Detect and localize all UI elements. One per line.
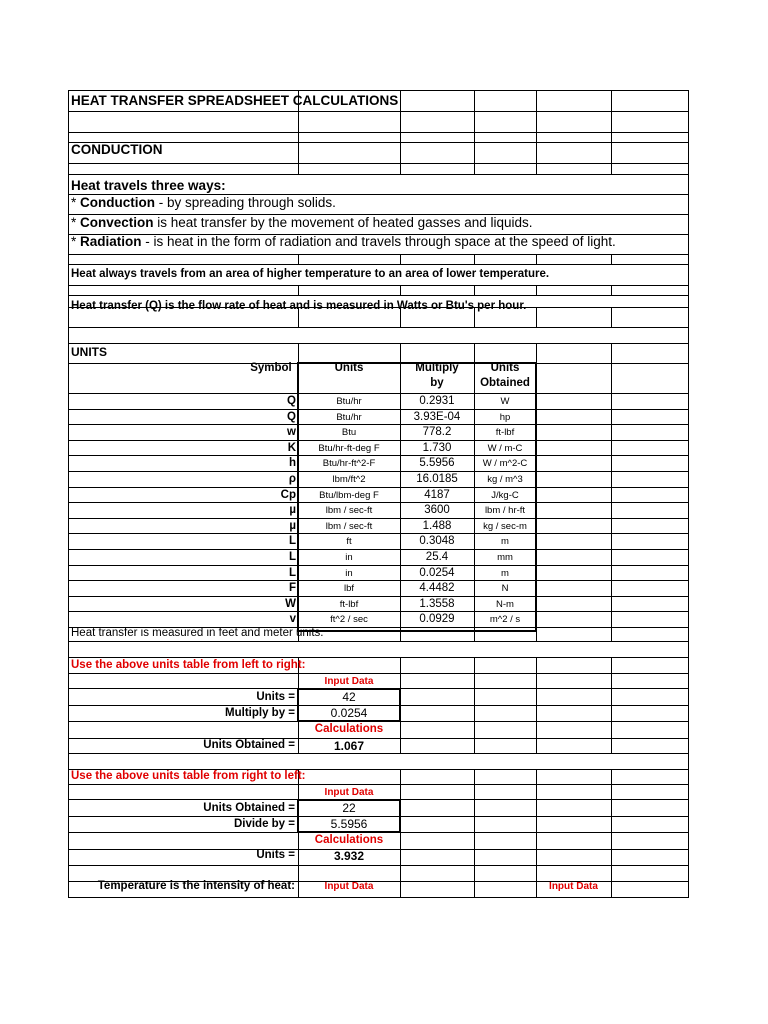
grid-col-line (400, 254, 401, 265)
unit-multiplier: 4.4482 (419, 582, 455, 595)
grid-row-line (68, 865, 689, 866)
calc1-multiply-input[interactable]: 0.0254 (330, 706, 368, 720)
unit-symbol: w (287, 426, 296, 439)
grid-col-line (611, 285, 612, 296)
unit-multiplier: 0.0254 (419, 566, 455, 579)
grid-col-line (536, 769, 537, 898)
calc1-units-input[interactable]: 42 (342, 690, 356, 704)
temperature-label: Temperature is the intensity of heat: (97, 880, 295, 892)
unit-symbol: Q (287, 395, 296, 407)
calc2-divide-label: Divide by = (233, 818, 295, 830)
unit-obtained: N-m (496, 598, 514, 610)
calc2-result-value: 3.932 (333, 849, 365, 863)
way-text: - by spreading through solids. (155, 195, 336, 210)
unit-symbol: v (289, 613, 296, 626)
unit-multiplier: 3.93E-04 (413, 410, 461, 423)
unit-from: Btu/hr-ft-deg F (318, 442, 380, 454)
grid-col-line (474, 254, 475, 265)
unit-obtained: lbm / hr-ft (484, 505, 526, 517)
unit-symbol: L (288, 551, 296, 563)
unit-multiplier: 0.2931 (419, 395, 455, 407)
unit-symbol: µ (289, 504, 296, 517)
grid-col-line (298, 254, 299, 265)
unit-symbol: L (288, 566, 296, 579)
unit-from: Btu/hr (336, 411, 362, 423)
calc2-obtained-label: Units Obtained = (203, 802, 295, 814)
unit-symbol: h (288, 457, 296, 470)
way-term: Radiation (80, 234, 142, 249)
unit-from: ft^2 / sec (330, 614, 368, 626)
unit-symbol: F (288, 582, 296, 595)
grid-col-line (611, 307, 612, 328)
grid-row-line (68, 343, 689, 344)
unit-multiplier: 0.3048 (419, 535, 455, 548)
grid-row-line (68, 90, 689, 91)
temperature-input-label: Input Data (324, 881, 374, 892)
unit-multiplier: 4187 (424, 488, 450, 501)
calc2-obtained-input[interactable]: 22 (342, 801, 356, 815)
grid-row-line (68, 285, 689, 286)
grid-col-line (611, 769, 612, 898)
grid-row-line (68, 753, 689, 754)
grid-col-line (298, 285, 299, 296)
calc1-units-label: Units = (256, 691, 295, 703)
temperature-input-label-2: Input Data (549, 881, 598, 892)
grid-col-line (400, 285, 401, 296)
unit-multiplier: 25.4 (425, 551, 449, 563)
unit-symbol: Cp (280, 488, 296, 501)
grid-row-line (68, 673, 689, 674)
unit-from: Btu/hr-ft^2-F (322, 458, 376, 470)
way-convection (71, 216, 533, 230)
unit-obtained: W (500, 396, 510, 407)
calc1-input-box (297, 688, 401, 722)
unit-from: Btu (341, 427, 357, 439)
unit-multiplier: 1.488 (422, 519, 452, 532)
unit-obtained: N (501, 583, 509, 595)
grid-col-line (536, 90, 537, 175)
unit-obtained: kg / m^3 (487, 474, 523, 485)
unit-multiplier: 0.0929 (419, 613, 455, 626)
grid-col-line (400, 90, 401, 175)
grid-col-line (536, 657, 537, 754)
grid-row-line (68, 295, 689, 296)
unit-symbol: L (288, 535, 296, 548)
grid-col-line (536, 307, 537, 328)
units-header-symbol: Symbol (250, 362, 292, 374)
sheet-title: HEAT TRANSFER SPREADSHEET CALCULATIONS (71, 93, 399, 108)
way-bullet: * (71, 195, 81, 210)
unit-from: lbm / sec-ft (325, 505, 373, 517)
grid-row-line (68, 784, 689, 785)
grid-row-line (68, 264, 689, 265)
grid-row-line (68, 327, 689, 328)
units-heading: UNITS (71, 345, 107, 359)
units-header-units: Units (334, 362, 364, 374)
unit-obtained: W / m^2-C (482, 458, 528, 470)
units-table-border (297, 362, 537, 632)
unit-obtained: kg / sec-m (483, 520, 527, 532)
grid-row-line (68, 132, 689, 133)
grid-col-line (474, 285, 475, 296)
unit-obtained: mm (497, 552, 513, 563)
grid-row-line (68, 738, 689, 739)
calc1-calculations-label: Calculations (314, 723, 384, 735)
calc2-heading: Use the above units table from right to left: (71, 770, 306, 782)
unit-obtained: m (501, 567, 509, 579)
unit-obtained: J/kg-C (491, 489, 519, 501)
way-term: Conduction (80, 195, 155, 210)
grid-row-line (68, 641, 689, 642)
unit-from: in (345, 567, 353, 579)
unit-multiplier: 1.3558 (419, 597, 455, 610)
unit-multiplier: 778.2 (422, 426, 452, 439)
way-radiation (71, 235, 616, 249)
grid-row-line (68, 657, 689, 658)
units-header-obtained: Units (490, 362, 520, 374)
calc2-input-box (297, 799, 401, 833)
units-header-obtained: Obtained (480, 377, 530, 389)
grid-col-line (611, 343, 612, 642)
unit-symbol: ρ (288, 473, 296, 485)
statement-heat-rate: Heat transfer (Q) is the flow rate of heat and is measured in Watts or Btu's per hour. (71, 300, 527, 312)
unit-from: in (345, 552, 353, 563)
way-bullet: * (71, 234, 81, 249)
unit-multiplier: 3600 (424, 504, 450, 517)
way-conduction (71, 196, 336, 210)
grid-row-line (68, 111, 689, 112)
spreadsheet (68, 90, 689, 897)
grid-col-line (611, 254, 612, 265)
grid-col-line (400, 769, 401, 898)
grid-row-line (68, 254, 689, 255)
grid-col-line (474, 657, 475, 754)
calc2-input-label: Input Data (324, 787, 374, 798)
unit-obtained: hp (499, 411, 511, 423)
grid-row-line (68, 163, 689, 164)
unit-from: Btu/hr (336, 396, 362, 407)
ways-heading: Heat travels three ways: (71, 178, 226, 193)
grid-col-line (68, 90, 69, 898)
unit-symbol: K (287, 441, 296, 454)
calc2-result-label: Units = (256, 849, 295, 861)
unit-from: ft-lbf (339, 598, 359, 610)
calc2-divide-input[interactable]: 5.5956 (330, 817, 368, 831)
unit-from: lbf (343, 583, 355, 595)
unit-from: ft (346, 536, 352, 548)
way-text: - is heat in the form of radiation and travels through space at the speed of light. (141, 234, 616, 249)
grid-row-line (68, 174, 689, 175)
units-note: Heat transfer is measured in feet and meter units. (71, 627, 324, 639)
unit-symbol: Q (287, 410, 296, 423)
grid-row-line (68, 897, 689, 898)
way-text: is heat transfer by the movement of heated gasses and liquids. (153, 215, 533, 230)
statement-temperature-flow: Heat always travels from an area of higher temperature to an area of lower temperature. (71, 268, 550, 280)
units-header-multiply: Multiply (415, 362, 459, 374)
units-header-multiply: by (430, 377, 444, 389)
grid-col-line (611, 657, 612, 754)
calc1-heading: Use the above units table from left to right: (71, 659, 306, 671)
calc1-input-label: Input Data (324, 676, 374, 687)
grid-col-line (474, 90, 475, 175)
unit-from: lbm/ft^2 (332, 474, 366, 485)
unit-multiplier: 5.5956 (419, 457, 455, 470)
unit-symbol: µ (289, 519, 296, 532)
unit-obtained: W / m-C (487, 442, 523, 454)
grid-col-line (536, 254, 537, 265)
way-bullet: * (71, 215, 81, 230)
unit-multiplier: 16.0185 (416, 473, 458, 485)
unit-from: lbm / sec-ft (325, 520, 373, 532)
unit-obtained: m (501, 536, 509, 548)
calc1-result-value: 1.067 (333, 739, 365, 753)
grid-col-line (611, 90, 612, 175)
unit-symbol: W (285, 597, 296, 610)
calc2-calculations-label: Calculations (314, 834, 384, 846)
grid-col-line (688, 90, 689, 898)
calc1-multiply-label: Multiply by = (225, 707, 295, 719)
unit-multiplier: 1.730 (422, 441, 452, 454)
unit-obtained: ft-lbf (495, 427, 515, 439)
grid-col-line (474, 769, 475, 898)
grid-col-line (536, 285, 537, 296)
way-term: Convection (80, 215, 154, 230)
calc1-result-label: Units Obtained = (203, 739, 295, 751)
section-heading: CONDUCTION (71, 142, 163, 157)
unit-obtained: m^2 / s (489, 614, 521, 626)
unit-from: Btu/lbm-deg F (319, 489, 379, 501)
